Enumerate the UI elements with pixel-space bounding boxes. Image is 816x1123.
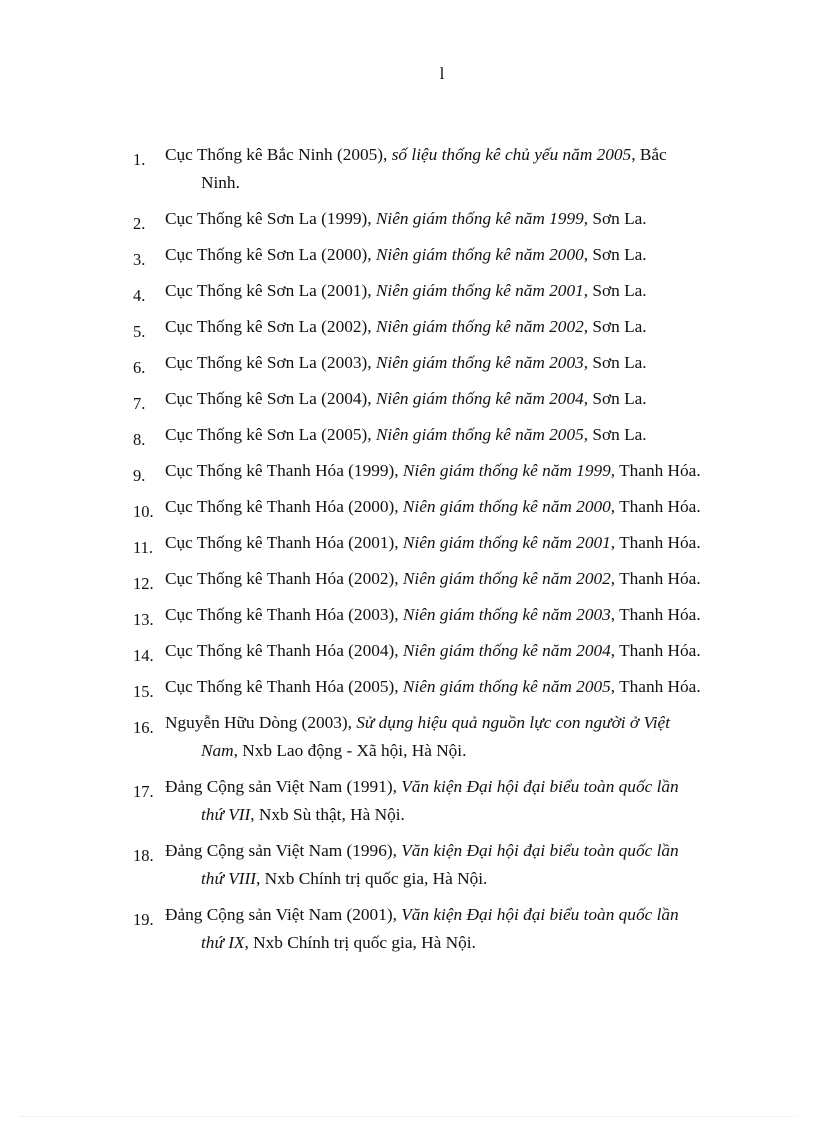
reference-text: Cục Thống kê Thanh Hóa (1999), (165, 461, 403, 480)
reference-title: Niên giám thống kê năm 2005 (375, 425, 584, 444)
reference-number: 15. (133, 682, 154, 701)
reference-line (165, 349, 739, 377)
reference-number: 13. (133, 610, 154, 629)
reference-item (133, 773, 739, 829)
reference-text: , Nxb Lao động - Xã hội, Hà Nội. (233, 741, 467, 760)
reference-continuation-line (165, 169, 739, 197)
reference-text: Cục Thống kê Sơn La (2003), (165, 353, 376, 372)
reference-title: Văn kiện Đại hội đại biểu toàn quốc lần (401, 777, 679, 796)
reference-title: Niên giám thống kê năm 2004 (402, 641, 611, 660)
reference-text: , Thanh Hóa. (610, 533, 701, 552)
reference-number: 12. (133, 574, 154, 593)
reference-item (133, 529, 739, 557)
reference-line (165, 205, 739, 233)
reference-line (165, 493, 739, 521)
reference-item (133, 141, 739, 197)
reference-text: Ninh. (201, 173, 240, 192)
reference-title: Niên giám thống kê năm 2001 (402, 533, 611, 552)
reference-item (133, 421, 739, 449)
reference-line (165, 421, 739, 449)
reference-text: Đảng Cộng sản Việt Nam (2001), (165, 905, 402, 924)
reference-text: Cục Thống kê Thanh Hóa (2002), (165, 569, 403, 588)
reference-text: Cục Thống kê Sơn La (2001), (165, 281, 376, 300)
reference-number: 19. (133, 910, 154, 929)
reference-text: , Nxb Chính trị quốc gia, Hà Nội. (244, 933, 476, 952)
reference-number: 16. (133, 718, 154, 737)
reference-line (165, 901, 739, 929)
reference-title: thứ IX (201, 933, 245, 952)
reference-title: Niên giám thống kê năm 2002 (402, 569, 611, 588)
reference-text: Nguyễn Hữu Dòng (2003), (165, 713, 357, 732)
reference-text: , Sơn La. (583, 389, 647, 408)
reference-item (133, 673, 739, 701)
reference-item (133, 565, 739, 593)
reference-continuation-line (165, 929, 739, 957)
reference-title: Sử dụng hiệu quả nguồn lực con người ở Việt (356, 713, 671, 732)
reference-line (165, 709, 739, 737)
reference-text: , Sơn La. (583, 353, 647, 372)
reference-text: , Bắc (631, 145, 667, 164)
reference-text: Đảng Cộng sản Việt Nam (1991), (165, 777, 402, 796)
reference-title: Niên giám thống kê năm 1999 (402, 461, 611, 480)
reference-title: Niên giám thống kê năm 1999 (375, 209, 584, 228)
reference-number: 9. (133, 466, 146, 485)
reference-number: 6. (133, 358, 146, 377)
reference-line (165, 637, 739, 665)
reference-text: , Nxb Sù thật, Hà Nội. (250, 805, 405, 824)
reference-title: Nam (201, 741, 234, 760)
reference-text: , Sơn La. (583, 317, 647, 336)
reference-number: 8. (133, 430, 146, 449)
reference-line (165, 385, 739, 413)
reference-item (133, 637, 739, 665)
reference-text: , Sơn La. (583, 245, 647, 264)
reference-text: , Thanh Hóa. (610, 641, 701, 660)
reference-text: , Sơn La. (583, 209, 647, 228)
reference-item (133, 601, 739, 629)
reference-text: Cục Thống kê Thanh Hóa (2001), (165, 533, 403, 552)
reference-text: Cục Thống kê Thanh Hóa (2000), (165, 497, 403, 516)
reference-title: Niên giám thống kê năm 2000 (402, 497, 611, 516)
reference-item (133, 313, 739, 341)
reference-text: Cục Thống kê Sơn La (1999), (165, 209, 376, 228)
reference-item (133, 709, 739, 765)
reference-title: Niên giám thống kê năm 2005 (402, 677, 611, 696)
reference-list (133, 141, 739, 965)
reference-number: 7. (133, 394, 146, 413)
reference-title: Niên giám thống kê năm 2003 (402, 605, 611, 624)
reference-title: Niên giám thống kê năm 2000 (375, 245, 584, 264)
reference-text: Cục Thống kê Thanh Hóa (2004), (165, 641, 403, 660)
reference-item (133, 493, 739, 521)
reference-title: thứ VII (201, 805, 251, 824)
reference-text: , Thanh Hóa. (610, 677, 701, 696)
reference-number: 11. (133, 538, 154, 557)
reference-text: Cục Thống kê Thanh Hóa (2005), (165, 677, 403, 696)
reference-line (165, 601, 739, 629)
reference-title: Niên giám thống kê năm 2002 (375, 317, 584, 336)
reference-text: Cục Thống kê Sơn La (2005), (165, 425, 376, 444)
reference-title: thứ VIII (201, 869, 257, 888)
reference-title: Văn kiện Đại hội đại biểu toàn quốc lần (401, 905, 679, 924)
reference-line (165, 141, 739, 169)
reference-text: , Thanh Hóa. (610, 497, 701, 516)
reference-item (133, 277, 739, 305)
reference-number: 18. (133, 846, 154, 865)
reference-line (165, 529, 739, 557)
reference-item (133, 901, 739, 957)
reference-title: Văn kiện Đại hội đại biểu toàn quốc lần (401, 841, 679, 860)
reference-title: số liệu thống kê chủ yếu năm 2005 (391, 145, 632, 164)
reference-text: , Nxb Chính trị quốc gia, Hà Nội. (256, 869, 488, 888)
reference-line (165, 837, 739, 865)
reference-item (133, 205, 739, 233)
reference-text: Cục Thống kê Sơn La (2002), (165, 317, 376, 336)
reference-item (133, 241, 739, 269)
reference-number: 17. (133, 782, 154, 801)
reference-text: Đảng Cộng sản Việt Nam (1996), (165, 841, 402, 860)
reference-line (165, 673, 739, 701)
reference-line (165, 241, 739, 269)
reference-continuation-line (165, 737, 739, 765)
reference-number: 4. (133, 286, 146, 305)
reference-line (165, 277, 739, 305)
reference-text: Cục Thống kê Sơn La (2000), (165, 245, 376, 264)
page-bottom-divider (20, 1116, 796, 1117)
reference-text: Cục Thống kê Bắc Ninh (2005), (165, 145, 392, 164)
reference-text: , Thanh Hóa. (610, 569, 701, 588)
reference-line (165, 773, 739, 801)
reference-line (165, 313, 739, 341)
reference-title: Niên giám thống kê năm 2003 (375, 353, 584, 372)
reference-title: Niên giám thống kê năm 2001 (375, 281, 584, 300)
reference-number: 10. (133, 502, 154, 521)
reference-number: 14. (133, 646, 154, 665)
reference-text: , Sơn La. (583, 281, 647, 300)
page-number: l (439, 64, 445, 83)
reference-text: Cục Thống kê Thanh Hóa (2003), (165, 605, 403, 624)
reference-item (133, 385, 739, 413)
reference-number: 2. (133, 214, 146, 233)
reference-item (133, 349, 739, 377)
reference-text: , Sơn La. (583, 425, 647, 444)
reference-text: Cục Thống kê Sơn La (2004), (165, 389, 376, 408)
reference-title: Niên giám thống kê năm 2004 (375, 389, 584, 408)
reference-number: 5. (133, 322, 146, 341)
reference-text: , Thanh Hóa. (610, 605, 701, 624)
reference-item (133, 837, 739, 893)
reference-line (165, 565, 739, 593)
reference-continuation-line (165, 865, 739, 893)
reference-number: 1. (133, 150, 146, 169)
reference-item (133, 457, 739, 485)
reference-line (165, 457, 739, 485)
reference-continuation-line (165, 801, 739, 829)
reference-text: , Thanh Hóa. (610, 461, 701, 480)
reference-number: 3. (133, 250, 146, 269)
